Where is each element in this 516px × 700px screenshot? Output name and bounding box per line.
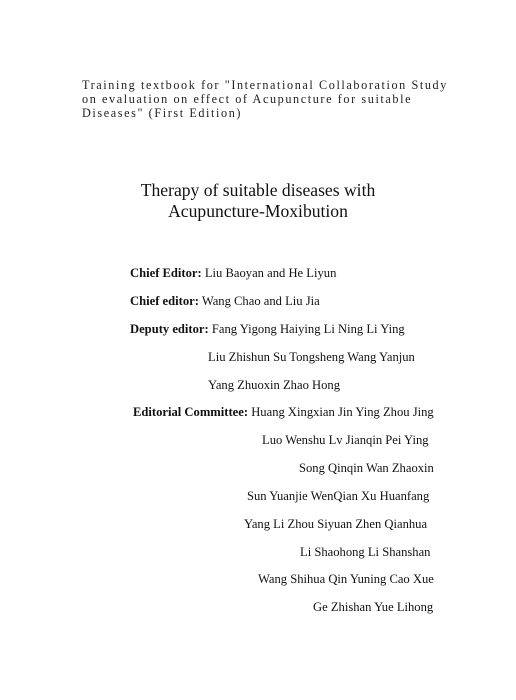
chief-editor-names: Wang Chao and Liu Jia [198,294,320,308]
header-note-line: Training textbook for "International Collaboration Study [82,78,448,92]
deputy-editor-names-line: Liu Zhishun Su Tongsheng Wang Yanjun [208,350,415,364]
chief-editor-credit-2 [130,294,320,309]
deputy-editor-label: Deputy editor: [130,322,209,336]
header-note [82,78,462,120]
editorial-committee-label: Editorial Committee: [133,405,249,419]
book-title-line: Therapy of suitable diseases with [140,180,376,200]
editorial-committee-names: Huang Xingxian Jin Ying Zhou Jing [248,405,434,419]
editorial-committee-names-line: Luo Wenshu Lv Jianqin Pei Ying [262,433,429,447]
editorial-committee-names-line: Sun Yuanjie WenQian Xu Huanfang [247,489,430,503]
editorial-committee-names-line: Ge Zhishan Yue Lihong [313,600,434,614]
chief-editor-label: Chief Editor: [130,266,202,280]
deputy-editor-names: Fang Yigong Haiying Li Ning Li Ying [208,322,405,336]
deputy-editor-names-line: Yang Zhuoxin Zhao Hong [208,378,341,392]
book-title-line: Acupuncture-Moxibution [168,201,348,221]
chief-editor-names: Liu Baoyan and He Liyun [201,266,337,280]
chief-editor-credit [130,266,336,281]
header-note-line: Diseases" (First Edition) [82,106,243,120]
chief-editor-label: Chief editor: [130,294,199,308]
editorial-committee-names-line: Wang Shihua Qin Yuning Cao Xue [258,572,434,586]
header-note-line: on evaluation on effect of Acupuncture for suitable [82,92,413,106]
book-title [0,180,516,222]
editorial-committee-names-line: Yang Li Zhou Siyuan Zhen Qianhua [244,517,428,531]
editorial-committee-names-line: Li Shaohong Li Shanshan [300,545,431,559]
editorial-committee-names-line: Song Qinqin Wan Zhaoxin [299,461,434,475]
deputy-editor-credit [130,322,405,337]
editorial-committee-credit [133,405,434,420]
